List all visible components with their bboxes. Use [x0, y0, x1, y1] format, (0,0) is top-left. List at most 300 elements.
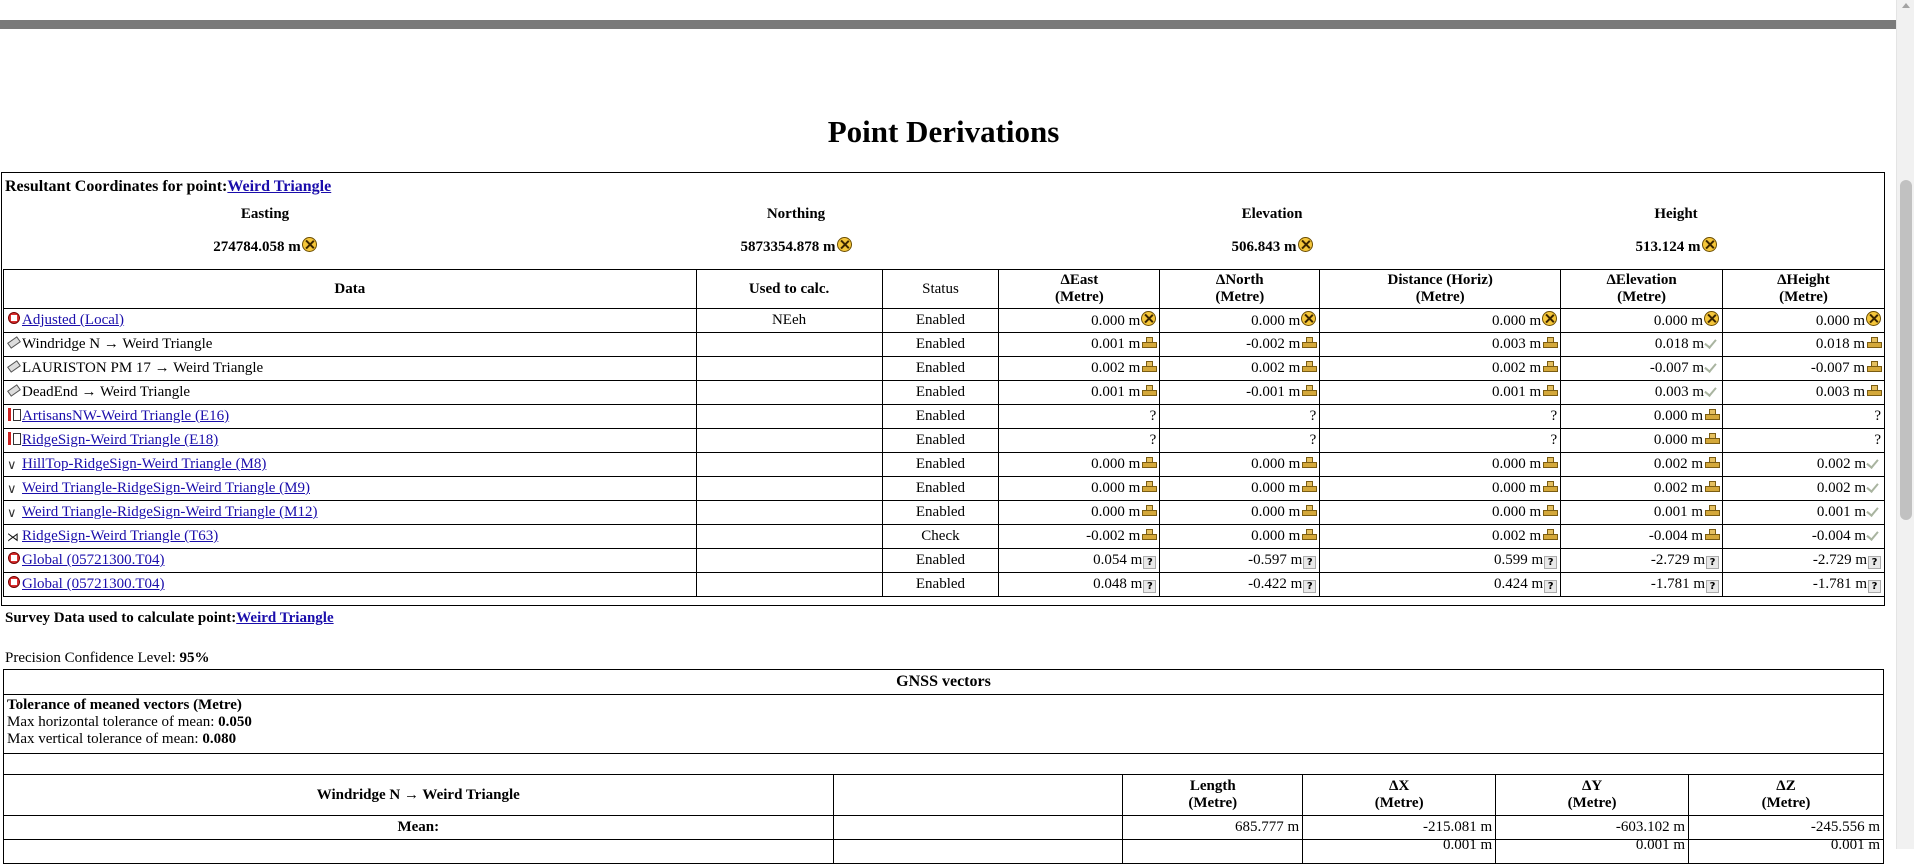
derivation-delta-height-text: -2.729 m	[1812, 552, 1867, 568]
derivation-label: LAURISTON PM 17 → Weird Triangle	[22, 360, 264, 376]
distance-slope-icon	[7, 384, 21, 397]
derivation-delta-elevation-text: 0.001 m	[1653, 504, 1704, 520]
derivation-delta-east-text: ?	[1149, 432, 1157, 448]
gnss-spacer	[4, 754, 1884, 775]
gnss-tolerance-row	[4, 695, 1884, 754]
page-title: Point Derivations	[827, 114, 1060, 149]
derivation-data-cell	[4, 333, 697, 357]
check-icon	[1705, 360, 1719, 373]
derivation-distance-horiz-text: 0.000 m	[1491, 504, 1542, 520]
derivation-delta-north-text: -0.422 m	[1248, 576, 1303, 592]
easting-value	[145, 237, 385, 256]
col-delta-east	[999, 270, 1160, 309]
derivation-row	[4, 453, 1885, 477]
derivation-link[interactable]: Adjusted (Local)	[22, 312, 125, 328]
derivation-delta-height-text: -1.781 m	[1812, 576, 1867, 592]
derivation-distance-horiz	[1320, 573, 1561, 597]
mean-delta-x: -215.081 m	[1303, 816, 1496, 840]
excluded-icon	[1702, 237, 1717, 252]
derivation-status-cell-text: Enabled	[915, 552, 966, 568]
derivation-distance-horiz	[1320, 525, 1561, 549]
gnss-tolerance-cell	[4, 695, 1884, 754]
col-used: Used to calc.	[696, 270, 882, 309]
derivation-delta-elevation	[1561, 477, 1723, 501]
unknown-icon: ?	[1303, 556, 1316, 569]
derivation-row	[4, 549, 1885, 573]
derivation-row	[4, 429, 1885, 453]
pass-icon	[1542, 336, 1557, 349]
derivation-delta-north	[1160, 309, 1320, 333]
derivation-delta-height	[1723, 333, 1885, 357]
derivation-link[interactable]: RidgeSign-Weird Triangle (E18)	[22, 432, 219, 448]
pass-icon	[1141, 456, 1156, 469]
pass-icon	[1301, 384, 1316, 397]
mean-label: Mean:	[4, 816, 834, 840]
height-value-text: 513.124 m	[1635, 239, 1701, 255]
col-length-label: Length	[1189, 778, 1236, 794]
derivation-status-cell-text: Enabled	[915, 576, 966, 592]
excluded-icon	[1141, 311, 1156, 326]
derivation-delta-east-text: 0.048 m	[1093, 576, 1143, 592]
derivation-delta-east	[999, 525, 1160, 549]
derivation-delta-height	[1723, 453, 1885, 477]
derivation-delta-north	[1160, 525, 1320, 549]
pass-icon	[1704, 528, 1719, 541]
distance-slope-icon	[7, 360, 21, 373]
check-icon	[1705, 384, 1719, 397]
derivation-delta-north-text: 0.000 m	[1251, 504, 1301, 520]
derivation-distance-horiz-text: 0.599 m	[1493, 552, 1544, 568]
vertical-angle-icon: ∨	[7, 506, 17, 521]
derivation-row	[4, 357, 1885, 381]
unknown-icon: ?	[1143, 580, 1156, 593]
col-distance-horiz	[1320, 270, 1561, 309]
col-status: Status	[882, 270, 999, 309]
pass-icon	[1141, 336, 1156, 349]
derivation-row	[4, 309, 1885, 333]
derivation-delta-elevation-text: 0.002 m	[1653, 480, 1704, 496]
derivation-delta-height	[1723, 429, 1885, 453]
check-icon	[1705, 336, 1719, 349]
derivation-delta-east	[999, 309, 1160, 333]
unknown-icon: ?	[1706, 580, 1719, 593]
derivation-status-cell	[882, 333, 999, 357]
excluded-icon	[1298, 237, 1313, 252]
derivation-distance-horiz-text: 0.001 m	[1491, 384, 1542, 400]
derivation-delta-elevation-text: -2.729 m	[1650, 552, 1706, 568]
derivation-delta-north-text: -0.001 m	[1246, 384, 1301, 400]
derivation-status-cell	[882, 453, 999, 477]
next-blank	[833, 840, 1123, 864]
derivation-distance-horiz-text: 0.003 m	[1491, 336, 1542, 352]
derivation-delta-east	[999, 501, 1160, 525]
unknown-icon: ?	[1868, 556, 1881, 569]
derivation-delta-north	[1160, 429, 1320, 453]
derivation-delta-east-text: 0.000 m	[1091, 456, 1141, 472]
col-length-unit: (Metre)	[1188, 795, 1238, 811]
derivation-delta-north	[1160, 477, 1320, 501]
elevation-header: Elevation	[1241, 206, 1303, 222]
derivation-delta-elevation	[1561, 405, 1723, 429]
derivation-link[interactable]: Global (05721300.T04)	[22, 552, 165, 568]
pass-icon	[1301, 528, 1316, 541]
derivation-delta-elevation	[1561, 381, 1723, 405]
next-label	[4, 840, 834, 864]
derivation-status-cell-text: Check	[921, 528, 960, 544]
derivation-distance-horiz	[1320, 453, 1561, 477]
derivation-delta-east-text: 0.000 m	[1091, 313, 1141, 329]
derivation-link[interactable]: RidgeSign-Weird Triangle (T63)	[22, 528, 219, 544]
col-delta-z-label: ΔZ	[1776, 778, 1796, 794]
col-delta-height-unit: (Metre)	[1779, 289, 1828, 305]
easting-value-text: 274784.058 m	[213, 239, 301, 255]
derivation-data-cell	[4, 549, 697, 573]
excluded-icon	[302, 237, 317, 252]
derivation-row	[4, 333, 1885, 357]
derivation-delta-east-text: 0.001 m	[1091, 336, 1141, 352]
derivation-delta-east-text: ?	[1149, 408, 1157, 424]
pass-icon	[1704, 432, 1719, 445]
survey-point-link[interactable]: Weird Triangle	[236, 610, 334, 626]
derivation-used-cell	[696, 453, 882, 477]
derivation-delta-height-text: 0.001 m	[1816, 504, 1866, 520]
pass-icon	[1141, 480, 1156, 493]
derivation-delta-elevation-text: -1.781 m	[1650, 576, 1706, 592]
scroll-up-arrow-icon[interactable]	[1902, 3, 1910, 8]
derivation-status-cell	[882, 477, 999, 501]
derivation-status-cell-text: Enabled	[915, 408, 966, 424]
check-icon	[1867, 456, 1881, 469]
derivation-delta-north-text: -0.597 m	[1248, 552, 1303, 568]
pass-icon	[1704, 504, 1719, 517]
unknown-icon: ?	[1868, 580, 1881, 593]
derivation-used-cell	[696, 357, 882, 381]
pass-icon	[1301, 456, 1316, 469]
derivation-delta-height-text: ?	[1874, 432, 1881, 448]
derivation-delta-height-text: -0.007 m	[1810, 360, 1865, 376]
vector-name: Windridge N → Weird Triangle	[4, 775, 834, 816]
col-delta-north-label: ΔNorth	[1215, 272, 1264, 288]
derivation-distance-horiz-text: ?	[1550, 408, 1558, 424]
col-delta-x-unit: (Metre)	[1374, 795, 1424, 811]
derivation-delta-height-text: ?	[1874, 408, 1881, 424]
derivation-row	[4, 381, 1885, 405]
derivation-delta-height-text: 0.018 m	[1815, 336, 1865, 352]
derivation-status-cell-text: Enabled	[915, 456, 966, 472]
derivation-data-cell	[4, 357, 697, 381]
derivation-delta-east	[999, 477, 1160, 501]
derivation-delta-east-text: 0.000 m	[1091, 480, 1141, 496]
derivation-delta-height	[1723, 573, 1885, 597]
check-icon	[1867, 480, 1881, 493]
derivation-distance-horiz-text: 0.424 m	[1493, 576, 1544, 592]
derivation-delta-elevation-text: 0.000 m	[1653, 408, 1704, 424]
derivation-status-cell-text: Enabled	[915, 384, 966, 400]
derivation-delta-elevation	[1561, 549, 1723, 573]
pass-icon	[1542, 384, 1557, 397]
derivation-delta-north	[1160, 501, 1320, 525]
derivation-delta-east	[999, 333, 1160, 357]
derivation-label: DeadEnd → Weird Triangle	[22, 384, 191, 400]
vertical-angle-icon: ∨	[7, 482, 17, 497]
derivation-status-cell-text: Enabled	[915, 504, 966, 520]
derivation-delta-height	[1723, 549, 1885, 573]
col-delta-y-unit: (Metre)	[1567, 795, 1617, 811]
gnss-title: GNSS vectors	[4, 670, 1884, 695]
derivation-status-cell	[882, 405, 999, 429]
derivation-link[interactable]: ArtisansNW-Weird Triangle (E16)	[22, 408, 230, 424]
col-delta-height-label: ΔHeight	[1777, 272, 1830, 288]
derivation-data-cell	[4, 477, 697, 501]
derivation-link[interactable]: HillTop-RidgeSign-Weird Triangle (M8)	[22, 456, 267, 472]
precision-label: Precision Confidence Level:	[5, 650, 180, 666]
col-delta-elevation-label: ΔElevation	[1606, 272, 1677, 288]
derivation-delta-north	[1160, 453, 1320, 477]
derivation-delta-east	[999, 573, 1160, 597]
derivation-delta-elevation-text: 0.000 m	[1653, 313, 1704, 329]
derivation-distance-horiz	[1320, 381, 1561, 405]
col-delta-elevation-unit: (Metre)	[1617, 289, 1666, 305]
derivation-status-cell-text: Enabled	[915, 312, 966, 328]
col-delta-x	[1303, 775, 1496, 816]
tolerance-title: Tolerance of meaned vectors (Metre)	[7, 697, 242, 713]
top-divider-bar	[0, 20, 1896, 29]
derivation-delta-north-text: -0.002 m	[1246, 336, 1301, 352]
derivation-delta-elevation-text: 0.000 m	[1653, 432, 1704, 448]
precision-value: 95%	[179, 650, 210, 666]
elevation-value	[1152, 237, 1392, 256]
col-delta-y	[1496, 775, 1689, 816]
unknown-icon: ?	[1143, 556, 1156, 569]
northing-value	[676, 237, 916, 256]
vertical-scrollbar[interactable]	[1896, 0, 1914, 849]
derivation-distance-horiz-text: 0.000 m	[1491, 480, 1542, 496]
derivation-distance-horiz	[1320, 309, 1561, 333]
derivation-status-cell	[882, 525, 999, 549]
derivation-delta-elevation-text: 0.002 m	[1653, 456, 1704, 472]
derivation-delta-east	[999, 453, 1160, 477]
vert-tolerance-label: Max vertical tolerance of mean:	[7, 731, 203, 747]
derivation-link[interactable]: Weird Triangle-RidgeSign-Weird Triangle (M12)	[22, 504, 318, 520]
gnss-spacer-row	[4, 754, 1884, 775]
derivation-distance-horiz-text: 0.002 m	[1491, 528, 1542, 544]
derivation-delta-height-text: 0.003 m	[1815, 384, 1865, 400]
col-delta-y-label: ΔY	[1581, 778, 1603, 794]
pass-icon	[1141, 528, 1156, 541]
derivation-data-cell	[4, 309, 697, 333]
check-icon	[1867, 528, 1881, 541]
derivation-used-cell-text: NEeh	[771, 312, 807, 328]
derivation-distance-horiz	[1320, 429, 1561, 453]
col-distance-horiz-unit: (Metre)	[1415, 289, 1465, 305]
survey-data-label: Survey Data used to calculate point:	[5, 610, 237, 626]
derivation-distance-horiz	[1320, 501, 1561, 525]
derivation-status-cell-text: Enabled	[915, 336, 966, 352]
derivation-used-cell	[696, 405, 882, 429]
traverse-icon: ⋊	[7, 530, 19, 544]
horiz-tolerance-value: 0.050	[218, 714, 252, 730]
derivation-distance-horiz	[1320, 357, 1561, 381]
level-staff-icon	[7, 432, 21, 445]
col-delta-x-label: ΔX	[1389, 778, 1410, 794]
gnss-vector-header-row	[4, 775, 1884, 816]
derivation-delta-elevation	[1561, 501, 1723, 525]
derivation-delta-north-text: 0.002 m	[1251, 360, 1301, 376]
derivation-status-cell	[882, 381, 999, 405]
derivation-delta-north	[1160, 405, 1320, 429]
resultant-point-link[interactable]: Weird Triangle	[227, 178, 332, 195]
precision-level	[5, 650, 210, 667]
resultant-coordinates-heading	[5, 178, 331, 196]
derivation-row	[4, 405, 1885, 429]
derivation-delta-height	[1723, 525, 1885, 549]
scrollbar-thumb[interactable]	[1900, 180, 1912, 520]
pass-icon	[1704, 480, 1719, 493]
pass-icon	[1866, 360, 1881, 373]
derivation-distance-horiz-text: ?	[1550, 432, 1558, 448]
derivation-delta-height	[1723, 501, 1885, 525]
pass-icon	[1301, 336, 1316, 349]
survey-data-heading	[5, 610, 334, 627]
derivation-data-cell	[4, 453, 697, 477]
derivation-used-cell	[696, 309, 882, 333]
derivations-header-row	[4, 270, 1885, 309]
excluded-icon	[1542, 311, 1557, 326]
derivation-used-cell	[696, 333, 882, 357]
col-delta-north-unit: (Metre)	[1215, 289, 1265, 305]
pass-icon	[1542, 456, 1557, 469]
derivation-delta-height	[1723, 381, 1885, 405]
derivation-delta-east	[999, 429, 1160, 453]
derivation-delta-elevation	[1561, 573, 1723, 597]
unknown-icon: ?	[1303, 580, 1316, 593]
derivation-delta-north	[1160, 573, 1320, 597]
height-value	[1556, 237, 1796, 256]
derivation-row	[4, 501, 1885, 525]
derivation-used-cell	[696, 381, 882, 405]
unknown-icon: ?	[1544, 580, 1557, 593]
pass-icon	[1542, 504, 1557, 517]
derivation-delta-east	[999, 381, 1160, 405]
pass-icon	[1141, 504, 1156, 517]
col-distance-horiz-label: Distance (Horiz)	[1387, 272, 1493, 288]
derivation-delta-elevation	[1561, 309, 1723, 333]
derivation-status-cell	[882, 429, 999, 453]
col-delta-east-unit: (Metre)	[1054, 289, 1104, 305]
derivation-delta-elevation-text: 0.003 m	[1654, 384, 1705, 400]
col-delta-height	[1723, 270, 1885, 309]
pass-icon	[1542, 480, 1557, 493]
derivation-distance-horiz-text: 0.002 m	[1491, 360, 1542, 376]
derivation-data-cell	[4, 405, 697, 429]
next-length	[1123, 840, 1303, 864]
col-delta-elevation	[1561, 270, 1723, 309]
derivation-delta-height-text: 0.000 m	[1815, 313, 1865, 329]
pass-icon	[1301, 480, 1316, 493]
derivation-row	[4, 525, 1885, 549]
derivation-delta-north	[1160, 549, 1320, 573]
derivation-link[interactable]: Global (05721300.T04)	[22, 576, 165, 592]
derivation-delta-elevation	[1561, 525, 1723, 549]
derivation-status-cell-text: Enabled	[915, 480, 966, 496]
distance-slope-icon	[7, 336, 21, 349]
derivation-data-cell	[4, 381, 697, 405]
derivation-row	[4, 477, 1885, 501]
derivation-delta-east-text: 0.000 m	[1091, 504, 1141, 520]
derivation-delta-north-text: ?	[1309, 408, 1317, 424]
derivation-delta-north-text: ?	[1309, 432, 1317, 448]
derivation-delta-height	[1723, 405, 1885, 429]
col-length	[1123, 775, 1303, 816]
derivation-status-cell	[882, 549, 999, 573]
derivation-status-cell-text: Enabled	[915, 360, 966, 376]
derivation-delta-elevation	[1561, 453, 1723, 477]
derivation-used-cell	[696, 429, 882, 453]
derivation-link[interactable]: Weird Triangle-RidgeSign-Weird Triangle (M9)	[22, 480, 310, 496]
pass-icon	[1542, 528, 1557, 541]
pass-icon	[1542, 360, 1557, 373]
derivation-status-cell	[882, 501, 999, 525]
pass-icon	[1301, 360, 1316, 373]
derivation-delta-elevation-text: -0.007 m	[1649, 360, 1705, 376]
derivation-distance-horiz	[1320, 405, 1561, 429]
col-delta-z	[1689, 775, 1884, 816]
gnss-title-row	[4, 670, 1884, 695]
derivation-delta-height-text: -0.004 m	[1811, 528, 1866, 544]
easting-header: Easting	[240, 206, 290, 222]
derivation-distance-horiz	[1320, 477, 1561, 501]
derivation-delta-north	[1160, 381, 1320, 405]
derivation-data-cell	[4, 573, 697, 597]
col-delta-north	[1160, 270, 1320, 309]
gnss-next-row	[4, 840, 1884, 864]
derivation-row	[4, 573, 1885, 597]
col-data: Data	[4, 270, 697, 309]
pass-icon	[1301, 504, 1316, 517]
height-header: Height	[1654, 206, 1698, 222]
unknown-icon: ?	[1706, 556, 1719, 569]
pass-icon	[1866, 336, 1881, 349]
derivation-delta-height	[1723, 477, 1885, 501]
horiz-tolerance-label: Max horizontal tolerance of mean:	[7, 714, 219, 730]
derivation-status-cell	[882, 309, 999, 333]
col-delta-east-label: ΔEast	[1060, 272, 1099, 288]
derivation-delta-north-text: 0.000 m	[1251, 456, 1301, 472]
excluded-icon	[1301, 311, 1316, 326]
next-delta-y: 0.001 m	[1496, 840, 1689, 864]
col-delta-z-unit: (Metre)	[1761, 795, 1811, 811]
vert-tolerance-value: 0.080	[202, 731, 237, 747]
derivation-delta-elevation	[1561, 357, 1723, 381]
derivation-delta-north-text: 0.000 m	[1251, 313, 1301, 329]
check-icon	[1867, 504, 1881, 517]
derivation-used-cell	[696, 477, 882, 501]
derivation-data-cell	[4, 501, 697, 525]
derivation-delta-east-text: 0.001 m	[1091, 384, 1141, 400]
northing-value-text: 5873354.878 m	[740, 239, 836, 255]
pass-icon	[1704, 408, 1719, 421]
derivation-delta-north-text: 0.000 m	[1251, 528, 1301, 544]
derivation-distance-horiz-text: 0.000 m	[1491, 456, 1542, 472]
derivation-delta-elevation	[1561, 429, 1723, 453]
mean-delta-y: -603.102 m	[1496, 816, 1689, 840]
mean-length: 685.777 m	[1123, 816, 1303, 840]
derivation-delta-east	[999, 549, 1160, 573]
excluded-icon	[1866, 311, 1881, 326]
northing-header: Northing	[766, 206, 826, 222]
derivation-delta-north	[1160, 333, 1320, 357]
global-point-icon	[7, 312, 21, 325]
